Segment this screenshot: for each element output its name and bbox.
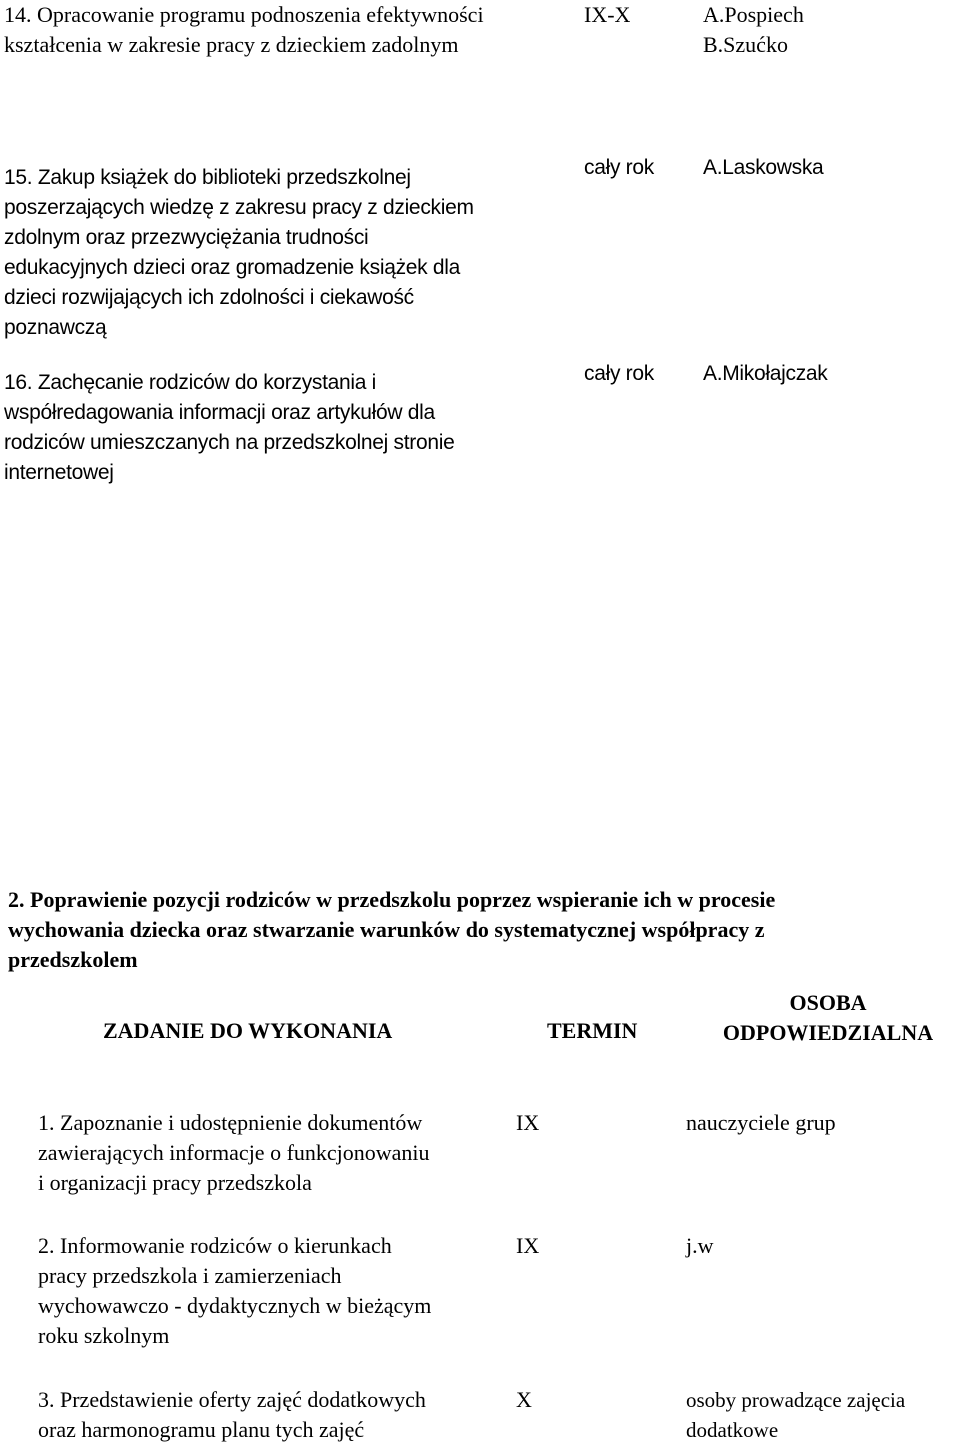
task-line: poszerzających wiedzę z zakresu pracy z dzieckiem — [4, 196, 474, 219]
task-15-text — [4, 163, 474, 343]
task-line: kształcenia w zakresie pracy z dzieckiem zadolnym — [4, 32, 459, 57]
task-line: wychowawczo - dydaktycznych w bieżącym — [38, 1293, 432, 1318]
task-2-text — [38, 1231, 431, 1351]
person-line: dodatkowe — [686, 1418, 779, 1442]
person-line: nauczyciele grup — [686, 1110, 836, 1135]
task-2-person — [686, 1231, 714, 1261]
task-1-term: IX — [516, 1110, 540, 1135]
heading-line: wychowania dziecka oraz stwarzanie warunków do systematycznej współpracy z — [8, 917, 765, 942]
task-1-text — [38, 1108, 430, 1198]
task-line: roku szkolnym — [38, 1323, 170, 1348]
task-line: oraz harmonogramu planu tych zajęć — [38, 1417, 365, 1442]
task-line: 15. Zakup książek do biblioteki przedszkolnej — [4, 166, 411, 189]
task-line: zawierających informacje o funkcjonowaniu — [38, 1140, 430, 1165]
column-header-person — [703, 988, 953, 1048]
header-line: OSOBA — [789, 990, 867, 1015]
task-line: pracy przedszkola i zamierzeniach — [38, 1263, 342, 1288]
heading-line: 2. Poprawienie pozycji rodziców w przedszkolu poprzez wspieranie ich w procesie — [8, 887, 776, 912]
task-14-person — [703, 0, 804, 60]
person-line: A.Mikołajczak — [703, 362, 828, 385]
task-line: internetowej — [4, 461, 114, 484]
task-16-term: cały rok — [584, 362, 654, 385]
task-line: zdolnym oraz przezwyciężania trudności — [4, 226, 369, 249]
task-15-person — [703, 153, 823, 183]
heading-line: przedszkolem — [8, 947, 138, 972]
task-line: 16. Zachęcanie rodziców do korzystania i — [4, 371, 377, 394]
task-line: i organizacji pracy przedszkola — [38, 1170, 312, 1195]
task-3-person — [686, 1385, 905, 1445]
section2-heading — [8, 885, 775, 975]
task-line: 2. Informowanie rodziców o kierunkach — [38, 1233, 392, 1258]
task-line: 14. Opracowanie programu podnoszenia efektywności — [4, 2, 484, 27]
task-14-text — [4, 0, 484, 60]
task-line: poznawczą — [4, 316, 107, 339]
column-header-term: TERMIN — [547, 1018, 638, 1043]
task-line: 1. Zapoznanie i udostępnienie dokumentów — [38, 1110, 423, 1135]
task-16-text — [4, 368, 454, 488]
task-line: edukacyjnych dzieci oraz gromadzenie książek dla — [4, 256, 461, 279]
person-line: A.Pospiech — [703, 2, 804, 27]
person-line: A.Laskowska — [703, 156, 824, 179]
person-line: osoby prowadzące zajęcia — [686, 1388, 906, 1412]
task-line: dzieci rozwijających ich zdolności i ciekawość — [4, 286, 414, 309]
header-line: ODPOWIEDZIALNA — [722, 1020, 934, 1045]
task-line: 3. Przedstawienie oferty zajęć dodatkowych — [38, 1387, 426, 1412]
task-16-person — [703, 359, 827, 389]
task-15-term: cały rok — [584, 156, 654, 179]
task-3-term: X — [516, 1387, 532, 1412]
task-line: rodziców umieszczanych na przedszkolnej stronie — [4, 431, 455, 454]
column-header-task: ZADANIE DO WYKONANIA — [103, 1018, 393, 1043]
person-line: j.w — [686, 1233, 714, 1258]
task-14-term: IX-X — [584, 2, 631, 27]
task-2-term: IX — [516, 1233, 540, 1258]
task-line: współredagowania informacji oraz artykułów dla — [4, 401, 435, 424]
task-3-text — [38, 1385, 426, 1445]
person-line: B.Szućko — [703, 32, 788, 57]
task-1-person — [686, 1108, 836, 1138]
